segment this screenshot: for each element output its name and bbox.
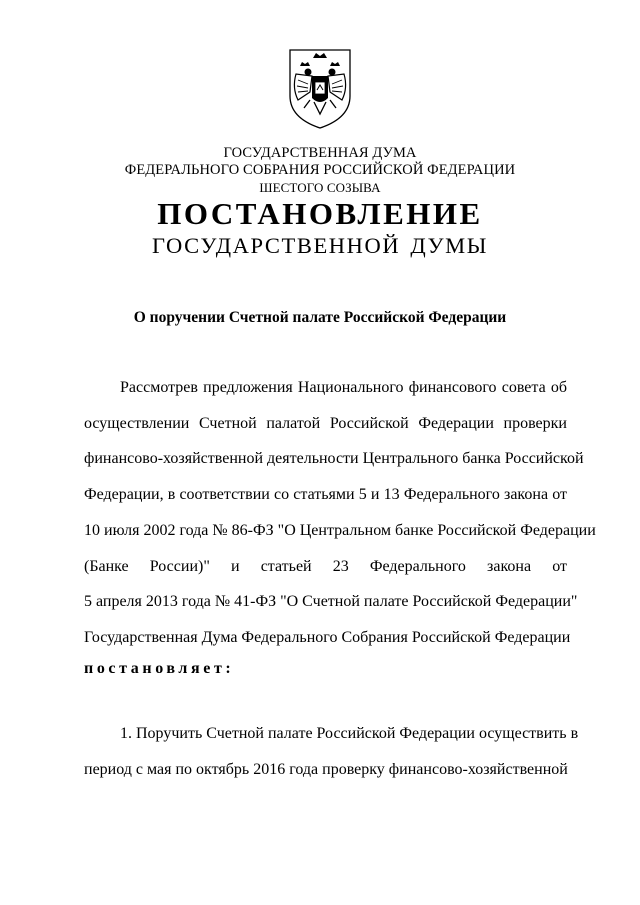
preamble-line: 5 апреля 2013 года № 41-ФЗ "О Счетной палате Российской Федерации"	[84, 593, 578, 611]
preamble-line: Федерации, в соответствии со статьями 5 и 13 Федерального закона от	[84, 486, 567, 504]
header-line-convocation: ШЕСТОГО СОЗЫВА	[259, 180, 381, 195]
preamble-paragraph	[84, 370, 596, 656]
header-line-assembly: ФЕДЕРАЛЬНОГО СОБРАНИЯ РОССИЙСКОЙ ФЕДЕРАЦИИ	[124, 162, 516, 178]
document-type-subtitle: ГОСУДАРСТВЕННОЙ ДУМЫ	[151, 233, 489, 258]
decree-word: постановляет:	[84, 660, 235, 677]
preamble-line: (Банке России)" и статьей 23 Федерального закона от	[84, 557, 567, 575]
preamble-line: осуществлении Счетной палатой Российской Федерации проверки	[84, 414, 567, 432]
preamble-line: 10 июля 2002 года № 86-ФЗ "О Центральном банке Российской Федерации	[84, 521, 596, 539]
document-type-title: ПОСТАНОВЛЕНИЕ	[157, 196, 483, 231]
item-1-paragraph	[84, 716, 579, 787]
preamble-line: Рассмотрев предложения Национального финансового совета об	[120, 379, 567, 396]
header-line-duma: ГОСУДАРСТВЕННАЯ ДУМА	[223, 145, 417, 161]
coat-of-arms-emblem	[286, 44, 354, 130]
document-subject: О поручении Счетной палате Российской Федерации	[133, 309, 507, 326]
item-1-line: 1. Поручить Счетной палате Российской Федерации осуществить в	[120, 725, 579, 742]
preamble-line: финансово-хозяйственной деятельности Центрального банка Российской	[84, 450, 584, 468]
preamble-line: Государственная Дума Федерального Собрания Российской Федерации	[84, 628, 571, 646]
item-1-line: период с мая по октябрь 2016 года проверку финансово-хозяйственной	[84, 760, 568, 778]
